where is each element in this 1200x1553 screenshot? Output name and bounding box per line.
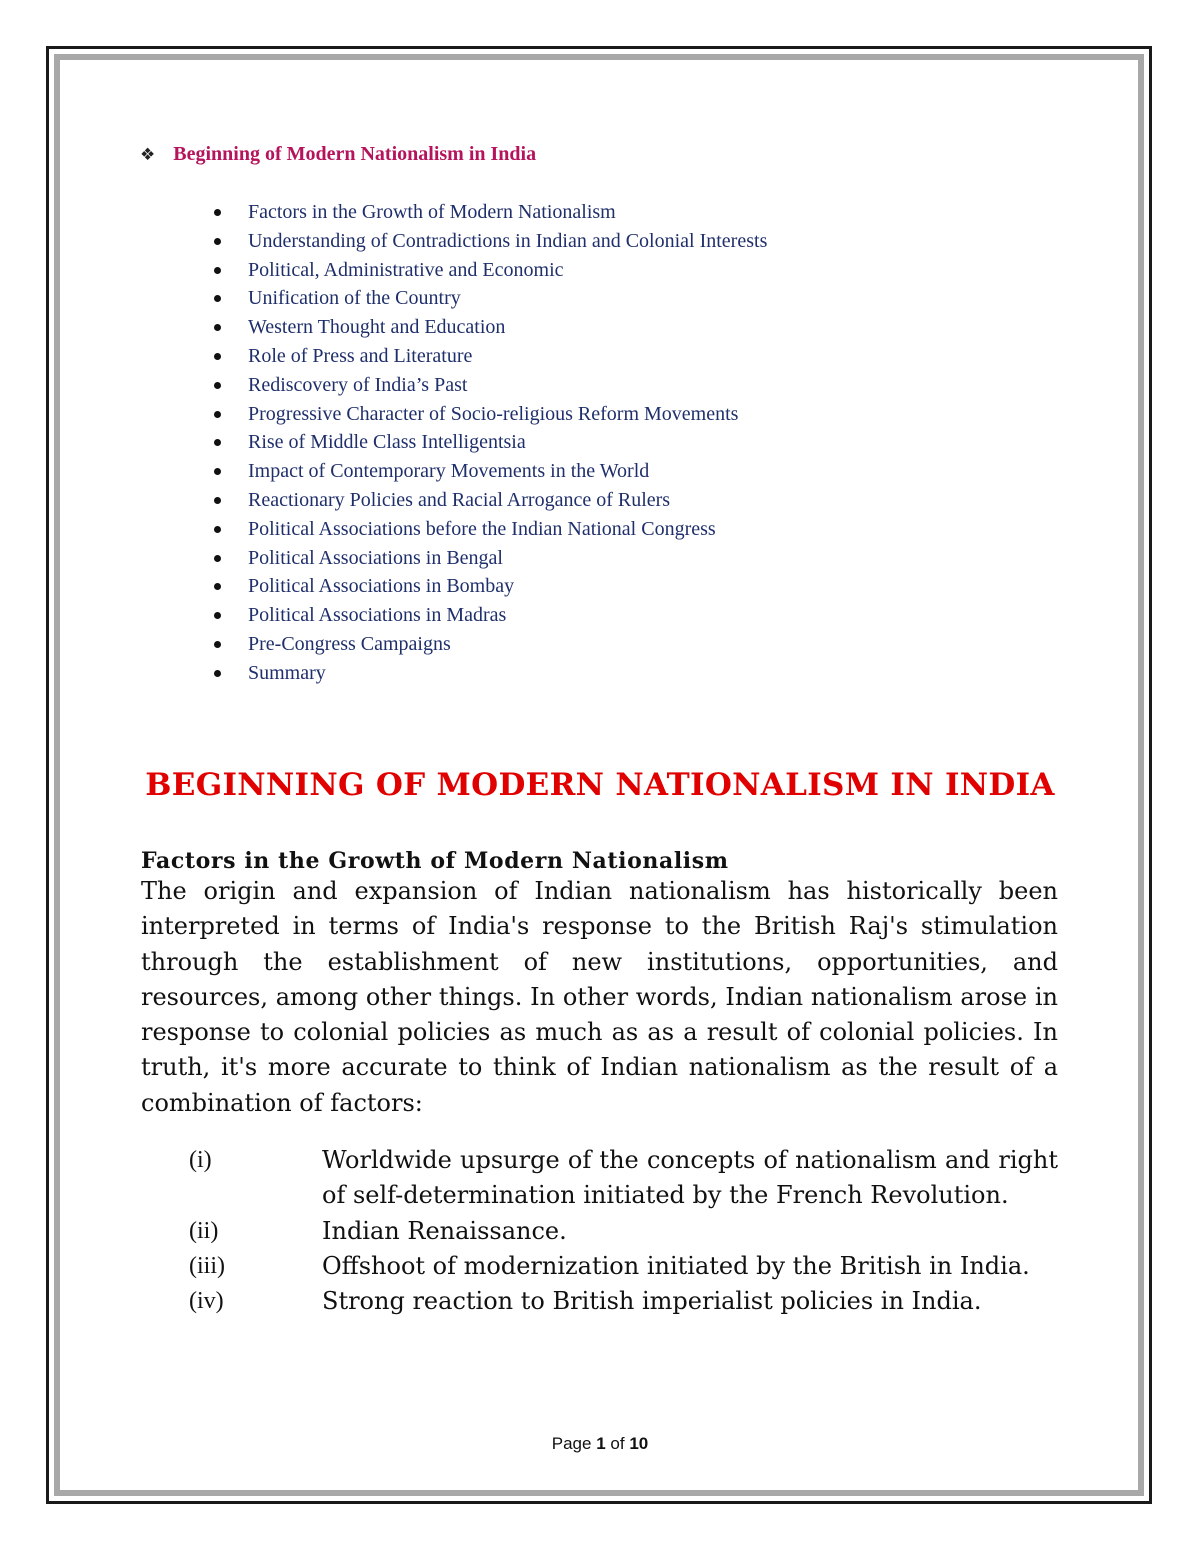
body-paragraph: The origin and expansion of Indian nationalism has historically been interpreted in terms of India's response to the British Raj's stimulation through the establishment of new institutions, opportunities, and resources, among other things. In other words, Indian nationalism arose in response to colonial policies as much as as a result of colonial policies. In truth, it's more accurate to think of Indian nationalism as the result of a combination of factors:	[141, 877, 1058, 1117]
toc-item: Understanding of Contradictions in Indian and Colonial Interests	[210, 227, 767, 256]
factor-number: (iv)	[189, 1288, 224, 1315]
factor-text: Worldwide upsurge of the concepts of nationalism and right of self-determination initiated by the French Revolution.	[322, 1146, 1058, 1210]
toc-item: Political Associations in Bengal	[210, 544, 767, 573]
toc-item: Political Associations before the Indian National Congress	[210, 515, 767, 544]
factor-text: Indian Renaissance.	[322, 1216, 567, 1245]
toc-list	[210, 198, 767, 688]
factor-number: (i)	[189, 1147, 212, 1173]
toc-item: Rise of Middle Class Intelligentsia	[210, 428, 767, 457]
toc-item: Pre-Congress Campaigns	[210, 630, 767, 659]
footer-total-pages: 10	[629, 1434, 649, 1453]
toc-item: Rediscovery of India’s Past	[210, 371, 767, 400]
toc-item: Progressive Character of Socio-religious Reform Movements	[210, 400, 767, 429]
factor-number: (iii)	[189, 1252, 225, 1279]
toc-item: Political Associations in Bombay	[210, 572, 767, 601]
footer-current-page: 1	[596, 1434, 606, 1453]
toc-heading	[140, 143, 536, 166]
toc-item: Unification of the Country	[210, 284, 767, 313]
main-title: BEGINNING OF MODERN NATIONALISM IN INDIA	[145, 767, 1055, 803]
factor-text: Strong reaction to British imperialist policies in India.	[322, 1287, 982, 1316]
toc-item: Political, Administrative and Economic	[210, 256, 767, 285]
toc-item: Impact of Contemporary Movements in the World	[210, 457, 767, 486]
footer-of-word: of	[610, 1434, 625, 1453]
factor-item	[189, 1284, 1058, 1319]
factor-text: Offshoot of modernization initiated by the British in India.	[322, 1251, 1030, 1280]
toc-item: Summary	[210, 659, 767, 688]
toc-item: Reactionary Policies and Racial Arrogance of Rulers	[210, 486, 767, 515]
factor-item	[189, 1249, 1058, 1284]
diamond-bullet-icon: ❖	[140, 144, 156, 165]
factor-item	[189, 1214, 1058, 1249]
section-heading: Factors in the Growth of Modern Nationalism	[141, 848, 729, 874]
toc-item: Role of Press and Literature	[210, 342, 767, 371]
factor-number: (ii)	[189, 1217, 219, 1244]
footer-page-word: Page	[551, 1434, 592, 1453]
toc-item: Political Associations in Madras	[210, 601, 767, 630]
toc-item: Western Thought and Education	[210, 313, 767, 342]
toc-item: Factors in the Growth of Modern Nationalism	[210, 198, 767, 227]
toc-heading-text: Beginning of Modern Nationalism in India	[173, 143, 537, 165]
factors-list	[189, 1143, 1058, 1319]
factor-item	[189, 1143, 1058, 1214]
page-number-footer	[0, 1434, 1200, 1454]
